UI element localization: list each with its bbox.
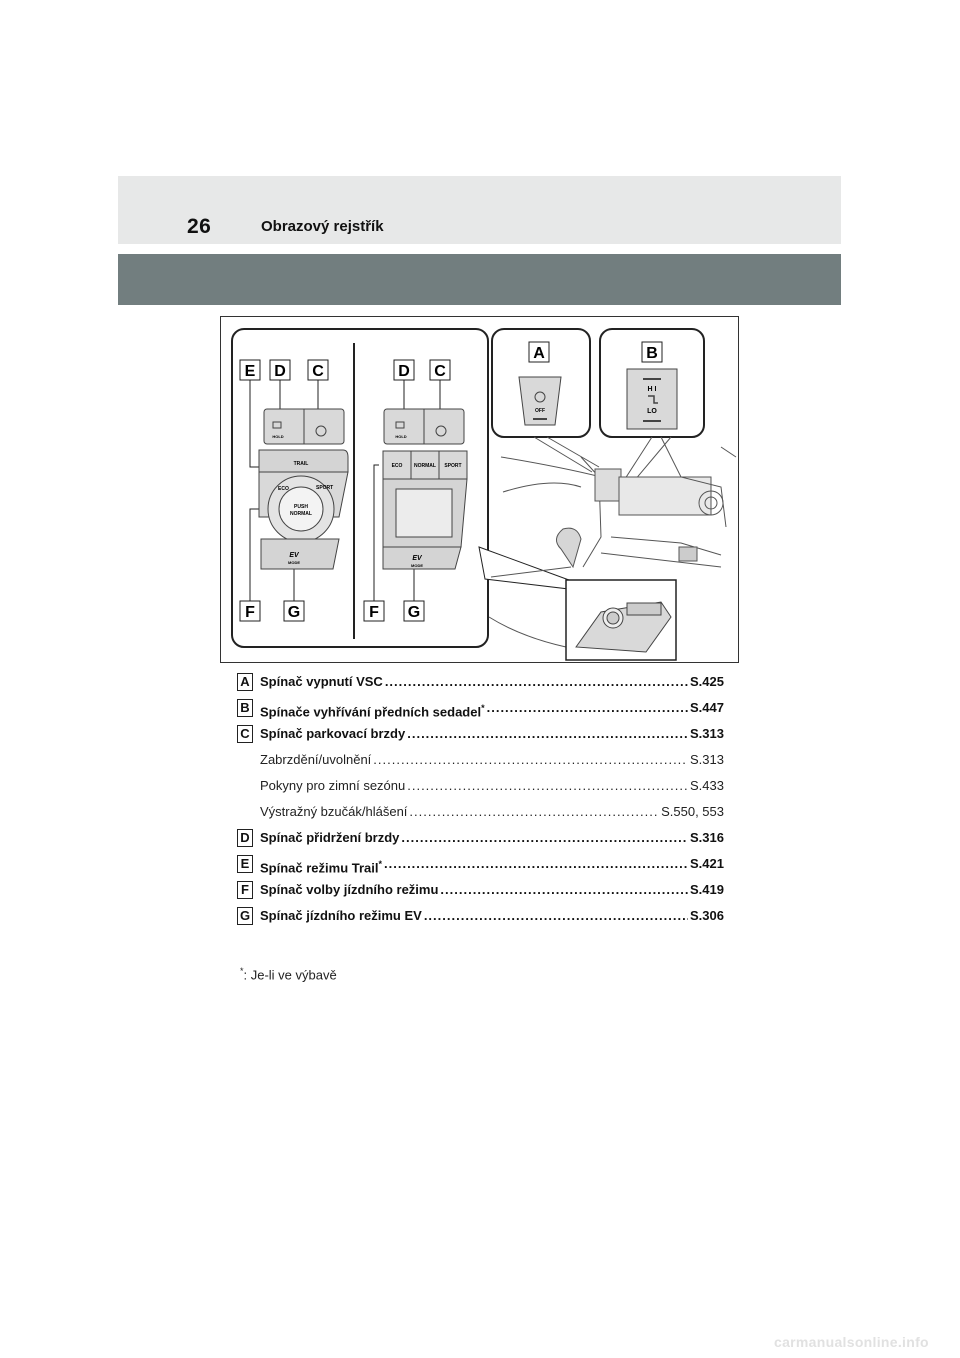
dark-band [118,254,841,305]
callout-a [492,329,590,437]
entry-label [260,700,485,720]
entry-a [236,672,724,698]
entry-text [260,726,724,742]
entry-page-ref[interactable]: S.313 [690,726,724,741]
entry-f [236,880,724,906]
push-normal-label: NORMAL [290,511,312,517]
label-d-left: D [274,363,286,380]
callout-pointer-fg [479,547,569,589]
index-entries [236,672,724,932]
entry-text [260,856,724,876]
label-a: A [533,345,545,362]
lo-label: LO [647,408,657,415]
push-label: PUSH [294,504,308,510]
entry-leader [385,674,688,690]
entry-letter: F [237,881,253,899]
label-d-middle: D [398,363,410,380]
entry-c-sub-2 [236,776,724,802]
entry-page-ref[interactable]: S.419 [690,882,724,897]
entry-e [236,854,724,880]
entry-label: Spínač volby jízdního režimu [260,882,439,897]
entry-leader [440,882,688,898]
entry-label: Pokyny pro zimní sezónu [260,778,406,793]
entry-page-ref[interactable]: S.421 [690,856,724,871]
page-number: 26 [187,215,212,238]
label-c-left: C [312,363,324,380]
mode-label-left: MODE [288,560,300,565]
label-f-middle: F [369,604,379,621]
ev-label-middle: EV [412,555,422,562]
normal-label-middle: NORMAL [414,463,436,469]
entry-text [260,804,724,820]
label-c-middle: C [434,363,446,380]
entry-page-ref[interactable]: S.313 [690,752,724,767]
entry-footnote-mark: * [481,703,485,713]
label-g-middle: G [407,604,421,621]
entry-page-ref[interactable]: S.433 [690,778,724,793]
entry-label: Spínač vypnutí VSC [260,674,383,689]
entry-text [260,674,724,690]
entry-text [260,882,724,898]
entry-page-ref[interactable]: S.447 [690,700,724,715]
entry-label: Zabrzdění/uvolnění [260,752,372,767]
entry-c [236,724,724,750]
illustration-svg [221,317,740,664]
entry-letter: C [237,725,253,743]
hi-label: H I [647,386,657,393]
entry-c-sub-1 [236,750,724,776]
section-title: Obrazový rejstřík [261,218,384,235]
label-f-left: F [245,604,255,621]
switch-illustration [220,316,739,663]
footnote-text: : Je-li ve výbavě [243,967,337,983]
entry-page-ref[interactable]: S.425 [690,674,724,689]
entry-letter: B [237,699,253,717]
ev-label-left: EV [289,552,299,559]
header-band [118,176,841,244]
entry-leader [384,856,688,876]
sport-label-middle: SPORT [444,463,462,469]
entry-text [260,830,724,846]
entry-page-ref[interactable]: S.306 [690,908,724,923]
entry-label: Spínač parkovací brzdy [260,726,406,741]
entry-leader [373,752,688,768]
middle-switch-assembly [383,409,467,569]
entry-page-ref[interactable]: S.316 [690,830,724,845]
entry-letter: G [237,907,253,925]
sport-label-left: SPORT [316,485,334,491]
entry-text [260,778,724,794]
entry-letter: D [237,829,253,847]
hold-label-middle: HOLD [395,434,407,439]
entry-text [260,908,724,924]
vsc-off-label: OFF [535,408,545,414]
entry-b [236,698,724,724]
entry-label: Výstražný bzučák/hlášení [260,804,408,819]
entry-footnote-mark: * [378,859,383,869]
entry-text [260,700,724,720]
entry-leader [424,908,688,924]
entry-letter: A [237,673,253,691]
entry-c-sub-3 [236,802,724,828]
entry-d [236,828,724,854]
callout-b [600,329,704,437]
trail-label: TRAIL [293,461,309,467]
entry-leader [407,778,688,794]
entry-leader [401,830,688,846]
entry-label: Spínač jízdního režimu EV [260,908,422,923]
entry-label-text: Spínače vyhřívání předních sedadel [260,704,482,720]
hold-label-left: HOLD [272,434,284,439]
entry-text [260,752,724,768]
footnote [240,966,337,982]
footnote-mark: * [240,966,244,976]
watermark: carmanualsonline.info [774,1334,929,1350]
left-switch-assembly [259,409,348,569]
eco-label-left: ECO [278,486,289,492]
entry-leader [407,726,688,742]
entry-g [236,906,724,932]
eco-label-middle: ECO [391,463,403,469]
entry-leader [487,700,688,720]
console-detail [566,580,676,660]
label-g-left: G [287,604,301,621]
entry-label [260,856,382,876]
entry-page-ref[interactable]: S.550, 553 [661,804,724,819]
mode-label-middle: MODE [411,563,423,568]
entry-label: Spínač přidržení brzdy [260,830,400,845]
entry-leader [409,804,659,820]
label-b: B [646,345,658,362]
entry-letter: E [237,855,253,873]
label-e-left: E [244,363,256,380]
entry-label-text: Spínač režimu Trail [260,860,379,876]
